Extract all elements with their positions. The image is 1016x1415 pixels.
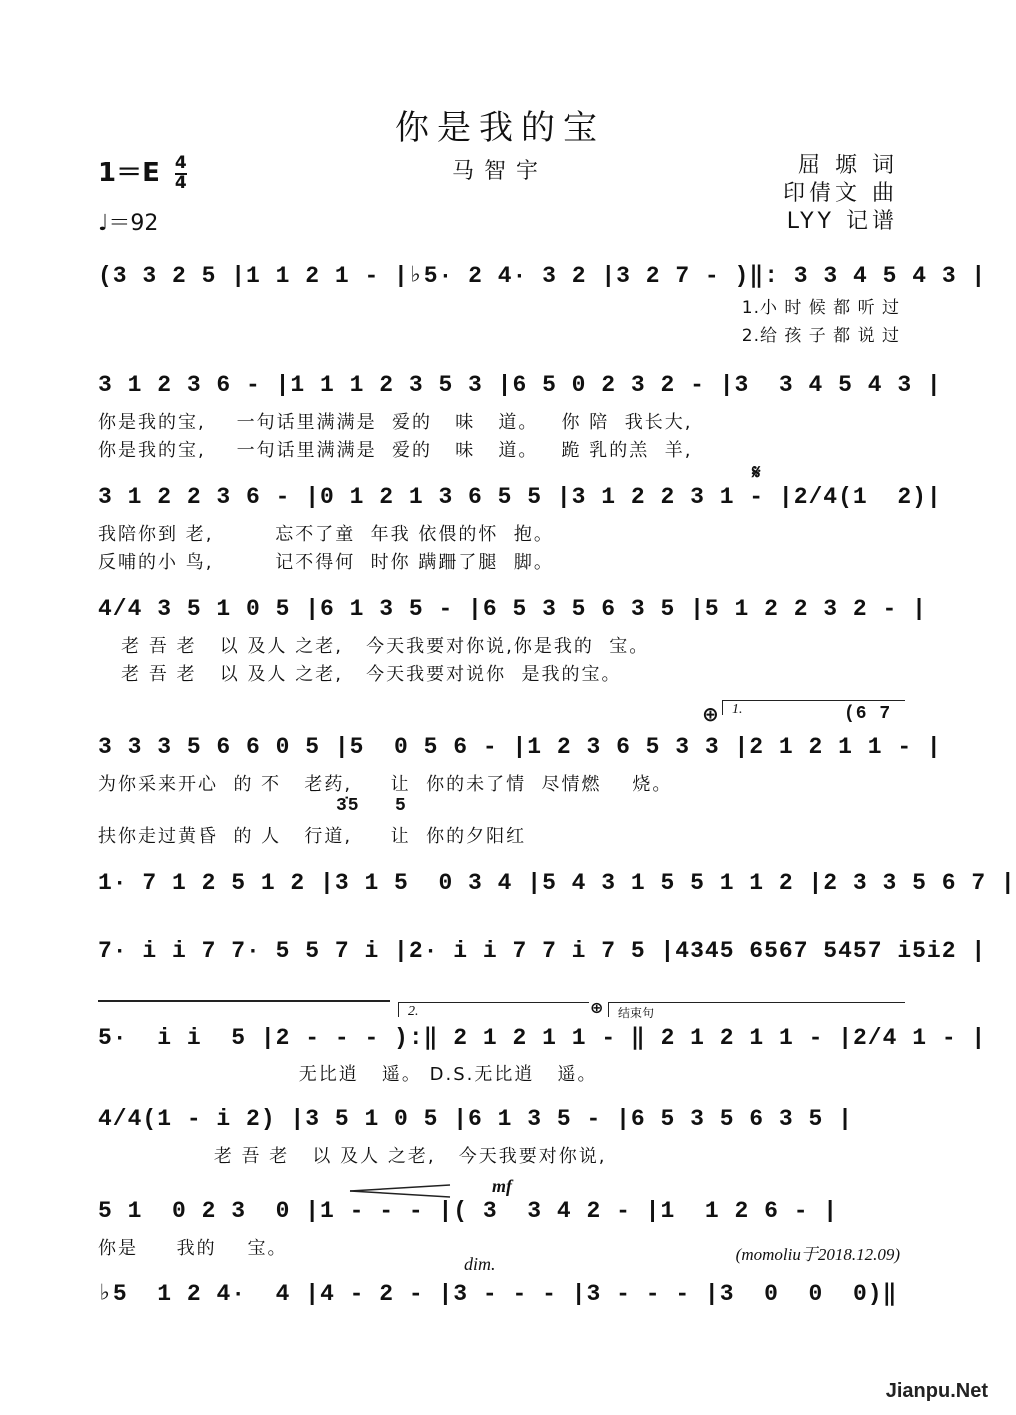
lyric-line-4b: 老 吾 老 以 及人 之老, 今天我要对说你 是我的宝。 — [98, 664, 622, 685]
transcription-stamp: (momoliu于2018.12.09) — [735, 1245, 900, 1264]
verse-labels — [742, 294, 900, 350]
credits — [783, 152, 898, 236]
lyric-line-3b: 反哺的小 鸟, 记不得何 时你 蹒跚了腿 脚。 — [98, 552, 554, 573]
transcriber: LYY 记谱 — [786, 209, 898, 234]
key-label: 1＝E — [98, 158, 160, 188]
composer: 印倩文 曲 — [783, 181, 898, 206]
time-sig-top: 4 — [174, 153, 187, 173]
lyric-line-5a: 为你采来开心 的 不 老药, 让 你的未了情 尽情燃 烧。 — [98, 774, 673, 795]
upper-notes: 3̇5 5 — [336, 796, 407, 816]
page-title: 你是我的宝 — [395, 108, 605, 148]
time-sig-bottom: 4 — [174, 173, 187, 193]
tempo-marking — [98, 206, 158, 237]
lyric-line-5b: 扶你走过黄昏 的 人 行道, 让 你的夕阳红 — [98, 826, 527, 847]
verse-label-2: 2.给 孩 子 都 说 过 — [741, 326, 900, 346]
score-line-10: 5 1 0 2 3 0 |1 - - - |( 3 3 4 2 - |1 1 2 6 - | — [98, 1198, 839, 1224]
quarter-note-icon: ♩ — [98, 211, 109, 236]
score-line-3: 3 1 2 2 3 6 - |0 1 2 1 3 6 5 5 |3 1 2 2 3 1 - |2/4(1 2)| — [98, 484, 942, 510]
decrescendo-hairpin — [350, 1184, 450, 1198]
site-watermark: Jianpu.Net — [885, 1380, 988, 1402]
volta-1-notes: (6 7 — [844, 704, 892, 724]
score-line-11: ♭5 1 2 4· 4 |4 - 2 - |3 - - - |3 - - - |3 0 0 0)‖ — [98, 1281, 898, 1307]
segno-icon: 𝄋 — [752, 460, 761, 484]
score-line-6: 1· 7 1 2 5 1 2 |3 1 5 0 3 4 |5 4 3 1 5 5 1 1 2 |2 3 3 5 6 7 | — [98, 870, 1016, 896]
lyric-line-10: 你是 我的 宝。 — [98, 1238, 288, 1259]
volta-2-label: 2. — [408, 1004, 419, 1019]
coda-icon-ending: ⊕ — [590, 998, 604, 1017]
lyric-line-8: 无比逍 遥。 D.S.无比逍 遥。 — [98, 1064, 598, 1085]
dynamic-mf: mf — [492, 1176, 512, 1196]
volta-1-continuation-rule — [98, 1000, 390, 1002]
lyric-line-2b: 你是我的宝, 一句话里满满是 爱的 味 道。 跪 乳的羔 羊, — [98, 440, 693, 461]
dynamic-dim: dim. — [464, 1254, 496, 1274]
lyric-line-3a: 我陪你到 老, 忘不了童 年我 依偎的怀 抱。 — [98, 524, 554, 545]
verse-label-1: 1.小 时 候 都 听 过 — [741, 298, 900, 318]
lyric-line-4a: 老 吾 老 以 及人 之老, 今天我要对你说,你是我的 宝。 — [98, 636, 650, 657]
ending-label: 结束句 — [618, 1006, 655, 1020]
score-line-2: 3 1 2 3 6 - |1 1 1 2 3 5 3 |6 5 0 2 3 2 - |3 3 4 5 4 3 | — [98, 372, 942, 398]
score-line-9: 4/4(1 - i 2) |3 5 1 0 5 |6 1 3 5 - |6 5 3 5 6 3 5 | — [98, 1106, 853, 1132]
score-line-8: 5· i i 5 |2 - - - ):‖ 2 1 2 1 1 - ‖ 2 1 2 1 1 - |2/4 1 - | — [98, 1025, 987, 1051]
lyric-line-2a: 你是我的宝, 一句话里满满是 爱的 味 道。 你 陪 我长大, — [98, 412, 693, 433]
score-line-1: (3 3 2 5 |1 1 2 1 - |♭5· 2 4· 3 2 |3 2 7 - )‖: 3 3 4 5 4 3 | — [98, 263, 987, 289]
score-line-7: 7· i i 7 7· 5 5 7 i |2· i i 7 7 i 7 5 |4345 6567 5457 i5i2 | — [98, 938, 987, 964]
score-line-4: 4/4 3 5 1 0 5 |6 1 3 5 - |6 5 3 5 6 3 5 |5 1 2 2 3 2 - | — [98, 596, 927, 622]
score-line-5: 3 3 3 5 6 6 0 5 |5 0 5 6 - |1 2 3 6 5 3 3 |2 1 2 1 1 - | — [98, 734, 942, 760]
singer: 马智宇 — [451, 159, 548, 184]
volta-1-label: 1. — [732, 702, 743, 717]
volta-bracket-2 — [398, 1002, 589, 1017]
coda-icon: ⊕ — [702, 702, 719, 726]
tempo-value: ＝92 — [108, 211, 159, 236]
lyric-line-9: 老 吾 老 以 及人 之老, 今天我要对你说, — [98, 1146, 607, 1167]
lyricist: 屈 塬 词 — [798, 153, 898, 178]
